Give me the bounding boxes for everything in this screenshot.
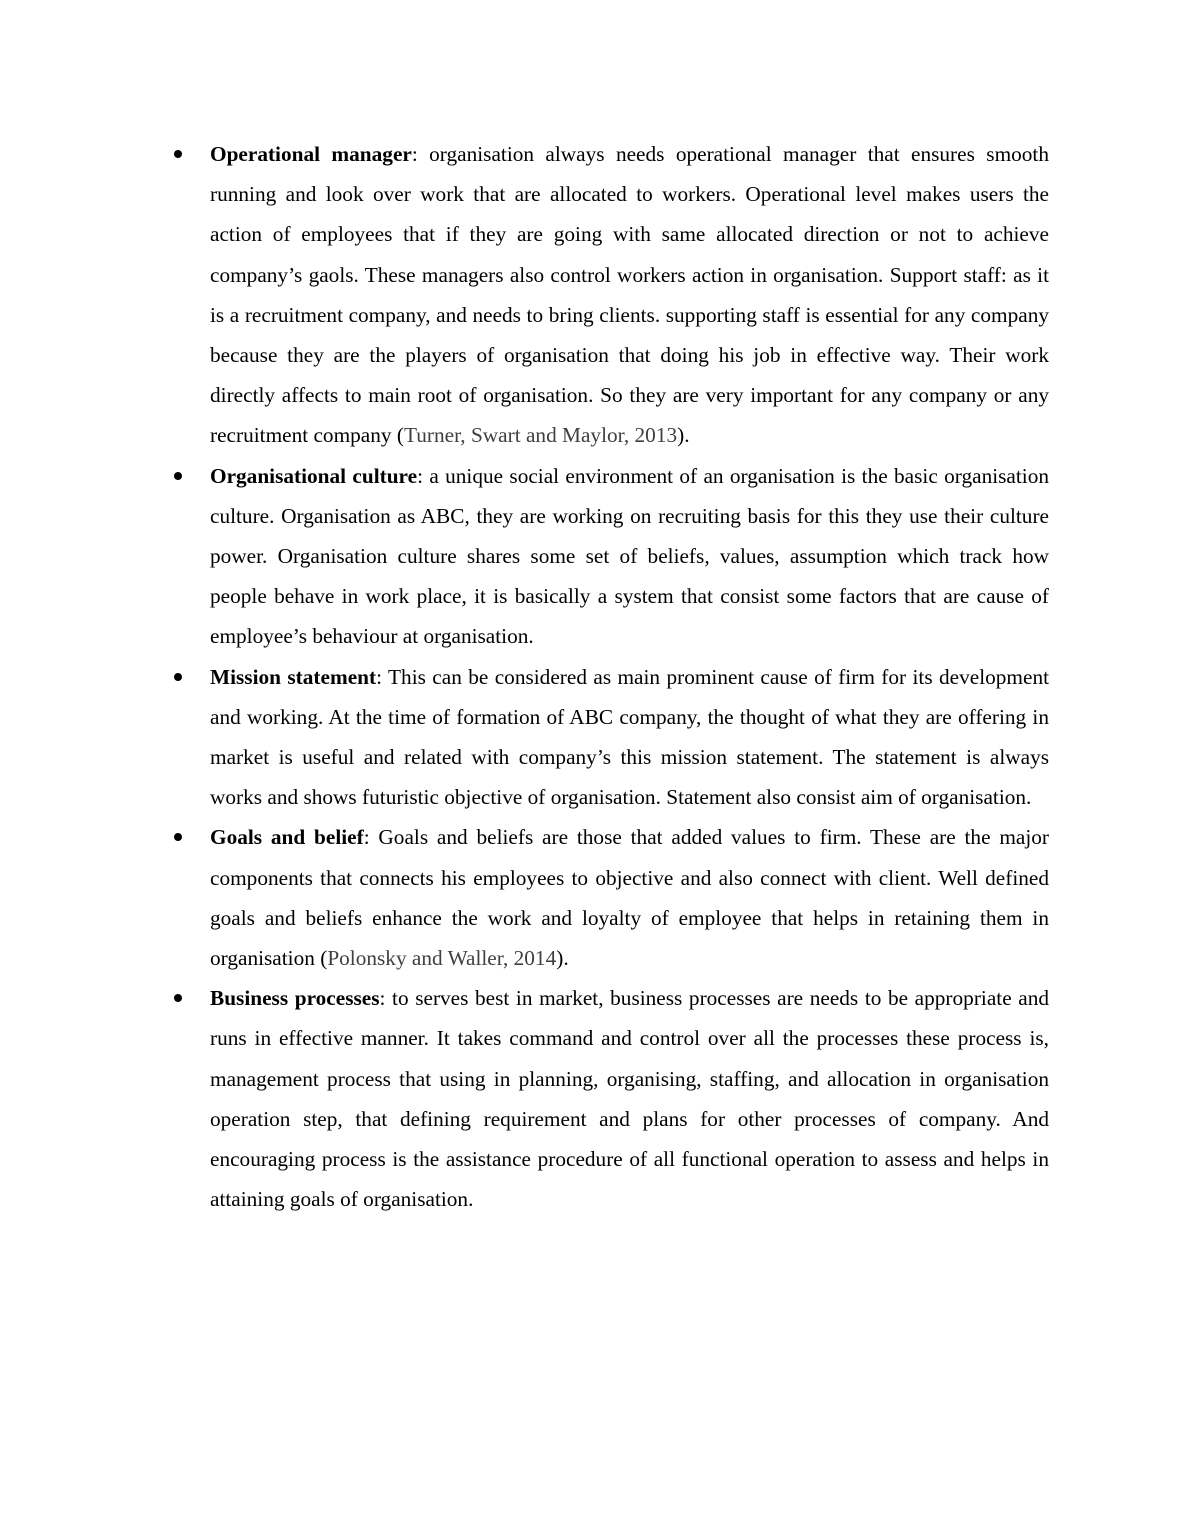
list-item-operational-manager [210,134,1049,456]
term-label: Organisational culture [210,463,418,488]
term-label: Goals and belief [210,825,364,850]
bullet-icon [174,673,182,681]
item-text: : organisation always needs operational manager that ensures smooth running and look over work that are allocated to workers. Operational level makes users the action of employees that if they are going with same allocated direction or not to achieve company’s gaols. These managers also control workers action in organisation. Support staff: as it is a recruitment company, and needs to bring clients. supporting staff is essential for any company because they are the players of organisation that doing his job in effective way. Their work directly affects to main root of organisation. So they are very important for any company or any recruitment company ( [210,142,1049,448]
list-item-goals-and-belief [210,817,1049,978]
item-text: : This can be considered as main prominent cause of firm for its development and working. At the time of formation of ABC company, the thought of what they are offering in market is useful and related with company’s this mission statement. The statement is always works and shows futuristic objective of organisation. Statement also consist aim of organisation. [210,664,1050,810]
term-label: Operational manager [210,142,412,166]
item-text: : a unique social environment of an organisation is the basic organisation culture. Organisation as ABC, they are working on recruiting basis for this they use their culture power. Organisation culture shares some set of beliefs, values, assumption which track how people behave in work place, it is basically a system that consist some factors that are cause of employee’s behaviour at organisation. [210,463,1050,649]
list-item-mission-statement [210,657,1049,818]
item-text: : to serves best in market, business processes are needs to be appropriate and runs in effective manner. It takes command and control over all the processes these process is, management process that using in planning, organising, staffing, and allocation in organisation operation step, that defining requirement and plans for other processes of company. And encouraging process is the assistance procedure of all functional operation to assess and helps in attaining goals of organisation. [210,986,1050,1212]
term-label: Business processes [210,986,380,1011]
bullet-icon [174,994,182,1002]
item-tail: ). [677,423,690,448]
term-label: Mission statement [210,664,377,689]
citation: Polonsky and Waller, 2014 [327,946,557,971]
list-item-organisational-culture [210,456,1049,657]
item-text: : Goals and beliefs are those that added values to firm. These are the major components that connects his employees to objective and also connect with client. Well defined goals and beliefs enhance the work and loyalty of employee that helps in retaining them in organisation ( [210,825,1049,971]
bullet-list [210,134,1049,1219]
document-body [210,134,1049,1219]
list-item-business-processes [210,978,1049,1219]
bullet-icon [174,833,182,841]
item-tail: ). [556,946,569,971]
citation: Turner, Swart and Maylor, 2013 [403,423,678,448]
bullet-icon [174,472,182,480]
bullet-icon [174,150,182,158]
